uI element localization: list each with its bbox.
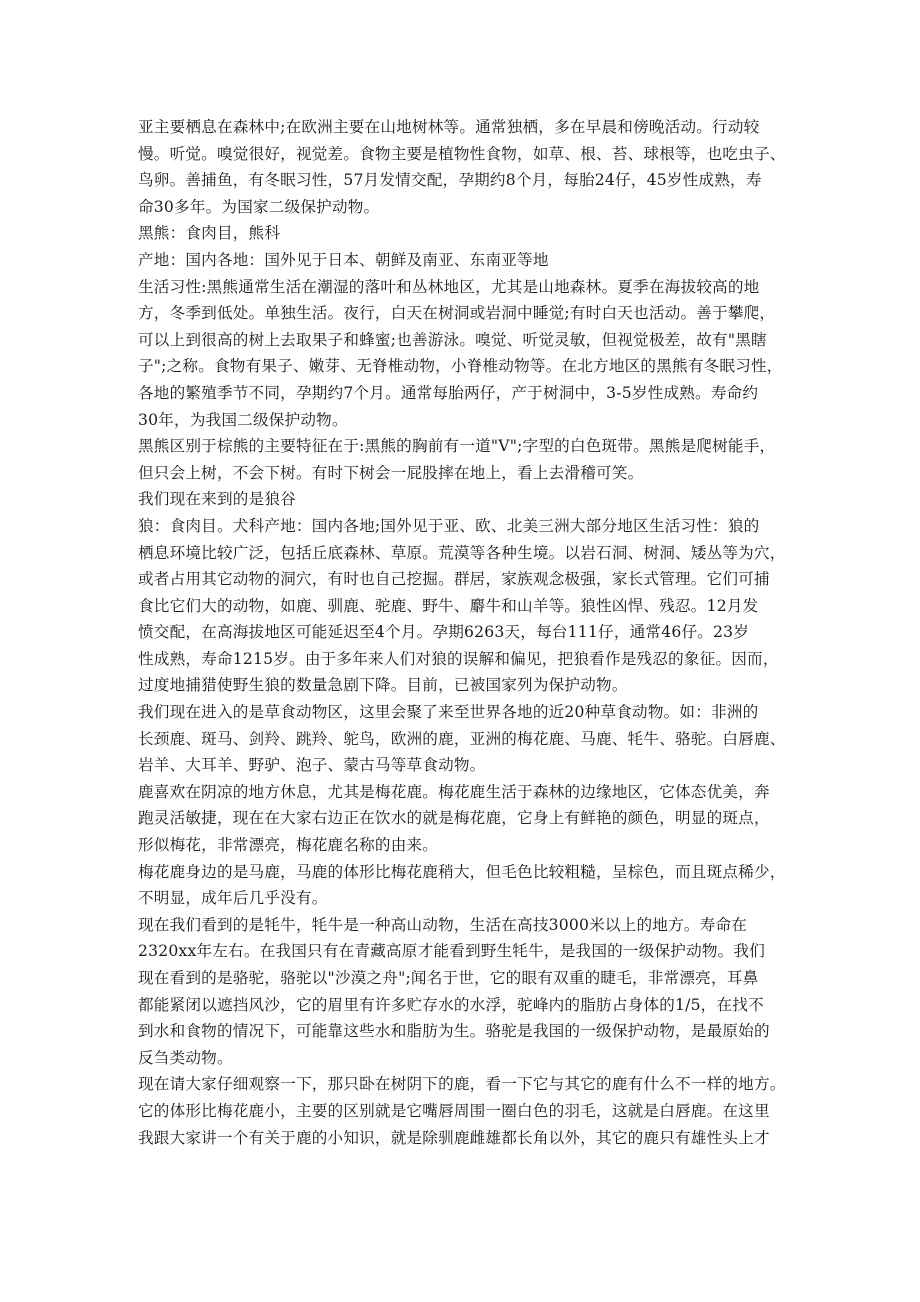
text-line: 反刍类动物。	[138, 1048, 233, 1067]
text-line: 都能紧闭以遮挡风沙，它的眉里有许多贮存水的水浮，驼峰内的脂肪占身体的1/5，在找不	[138, 995, 764, 1014]
text-line: 我们现在来到的是狼谷	[138, 490, 296, 509]
text-line: 不明显，成年后几乎没有。	[138, 889, 328, 908]
text-line: 黑熊：食肉目，熊科	[138, 224, 281, 243]
text-line: 方，冬季到低处。单独生活。夜行，白天在树洞或岩洞中睡觉;有时白天也活动。善于攀爬，	[138, 304, 776, 323]
document-body	[138, 114, 788, 1151]
text-line: 栖息环境比较广泛，包括丘底森林、草原。荒漠等各种生境。以岩石洞、树洞、矮丛等为穴，	[138, 543, 786, 562]
text-line: 狼：食肉目。犬科产地：国内各地;国外见于亚、欧、北美三洲大部分地区生活习性：狼的	[138, 516, 760, 535]
text-line: 慢。听觉。嗅觉很好，视觉差。食物主要是植物性食物，如草、根、苔、球根等，也吃虫子、	[138, 144, 786, 163]
text-line: 梅花鹿身边的是马鹿，马鹿的体形比梅花鹿稍大，但毛色比较粗糙，呈棕色，而且斑点稀少，	[138, 862, 786, 881]
text-line: 可以上到很高的树上去取果子和蜂蜜;也善游泳。嗅觉、听觉灵敏，但视觉极差，故有"黑瞎	[138, 330, 767, 349]
text-line: 长颈鹿、斑马、剑羚、跳羚、鸵鸟，欧洲的鹿，亚洲的梅花鹿、马鹿、牦牛、骆驼。白唇鹿、	[138, 729, 786, 748]
text-line: 我们现在进入的是草食动物区，这里会聚了来至世界各地的近20种草食动物。如：非洲的	[138, 703, 759, 722]
text-line: 2320xx年左右。在我国只有在青藏高原才能看到野生牦牛，是我国的一级保护动物。我们	[138, 942, 766, 961]
text-line: 性成熟，寿命1215岁。由于多年来人们对狼的误解和偏见，把狼看作是残忍的象征。因而，	[138, 649, 779, 668]
text-line: 跑灵活敏捷，现在在大家右边正在饮水的就是梅花鹿，它身上有鲜艳的颜色，明显的斑点，	[138, 809, 770, 828]
text-line: 形似梅花，非常漂亮，梅花鹿名称的由来。	[138, 836, 439, 855]
text-line: 各地的繁殖季节不同，孕期约7个月。通常每胎两仔，产于树洞中，3-5岁性成熟。寿命约	[138, 383, 759, 402]
text-line: 到水和食物的情况下，可能靠这些水和脂肪为生。骆驼是我国的一级保护动物，是最原始的	[138, 1022, 770, 1041]
text-line: 鹿喜欢在阴凉的地方休息，尤其是梅花鹿。梅花鹿生活于森林的边缘地区，它体态优美，奔	[138, 782, 770, 801]
text-line: 生活习性:黑熊通常生活在潮湿的落叶和丛林地区，尤其是山地森林。夏季在海拔较高的地	[138, 277, 760, 296]
text-line: 现在我们看到的是牦牛，牦牛是一种高山动物，生活在高技3000米以上的地方。寿命在	[138, 915, 748, 934]
text-line: 亚主要栖息在森林中;在欧洲主要在山地树林等。通常独栖，多在早晨和傍晚活动。行动较	[138, 118, 760, 136]
text-line: 愤交配，在高海拔地区可能延迟至4个月。孕期6263天，每台111仔，通常46仔。23岁	[138, 623, 750, 642]
text-line: 我跟大家讲一个有关于鹿的小知识，就是除驯鹿雌雄都长角以外，其它的鹿只有雄性头上才	[138, 1128, 770, 1147]
text-line: 现在看到的是骆驼，骆驼以"沙漠之舟";闻名于世，它的眼有双重的睫毛，非常漂亮，耳鼻	[138, 969, 759, 987]
text-line: 30年，为我国二级保护动物。	[138, 410, 348, 429]
text-line: 子";之称。食物有果子、嫩芽、无脊椎动物，小脊椎动物等。在北方地区的黑熊有冬眠习性，	[138, 357, 783, 376]
text-line: 或者占用其它动物的洞穴，有时也自己挖掘。群居，家族观念极强，家长式管理。它们可捕	[138, 570, 770, 589]
text-line: 岩羊、大耳羊、野驴、泡子、蒙古马等草食动物。	[138, 756, 486, 775]
text-line: 黑熊区别于棕熊的主要特征在于:黑熊的胸前有一道"V";字型的白色斑带。黑熊是爬树能手，	[138, 437, 776, 456]
text-line: 食比它们大的动物，如鹿、驯鹿、驼鹿、野牛、麝牛和山羊等。狼性凶悍、残忍。12月发	[138, 596, 759, 615]
text-line: 产地：国内各地：国外见于日本、朝鲜及南亚、东南亚等地	[138, 250, 549, 269]
text-line: 命30多年。为国家二级保护动物。	[138, 197, 380, 216]
text-line: 鸟卵。善捕鱼，有冬眠习性，57月发情交配，孕期约8个月，每胎24仔，45岁性成熟，寿	[138, 171, 762, 190]
text-line: 现在请大家仔细观察一下，那只卧在树阴下的鹿，看一下它与其它的鹿有什么不一样的地方。	[138, 1075, 786, 1094]
text-line: 但只会上树，不会下树。有时下树会一屁股摔在地上，看上去滑稽可笑。	[138, 463, 644, 482]
text-line: 它的体形比梅花鹿小，主要的区别就是它嘴唇周围一圈白色的羽毛，这就是白唇鹿。在这里	[138, 1101, 770, 1120]
text-line: 过度地捕猎使野生狼的数量急剧下降。目前，已被国家列为保护动物。	[138, 676, 628, 695]
